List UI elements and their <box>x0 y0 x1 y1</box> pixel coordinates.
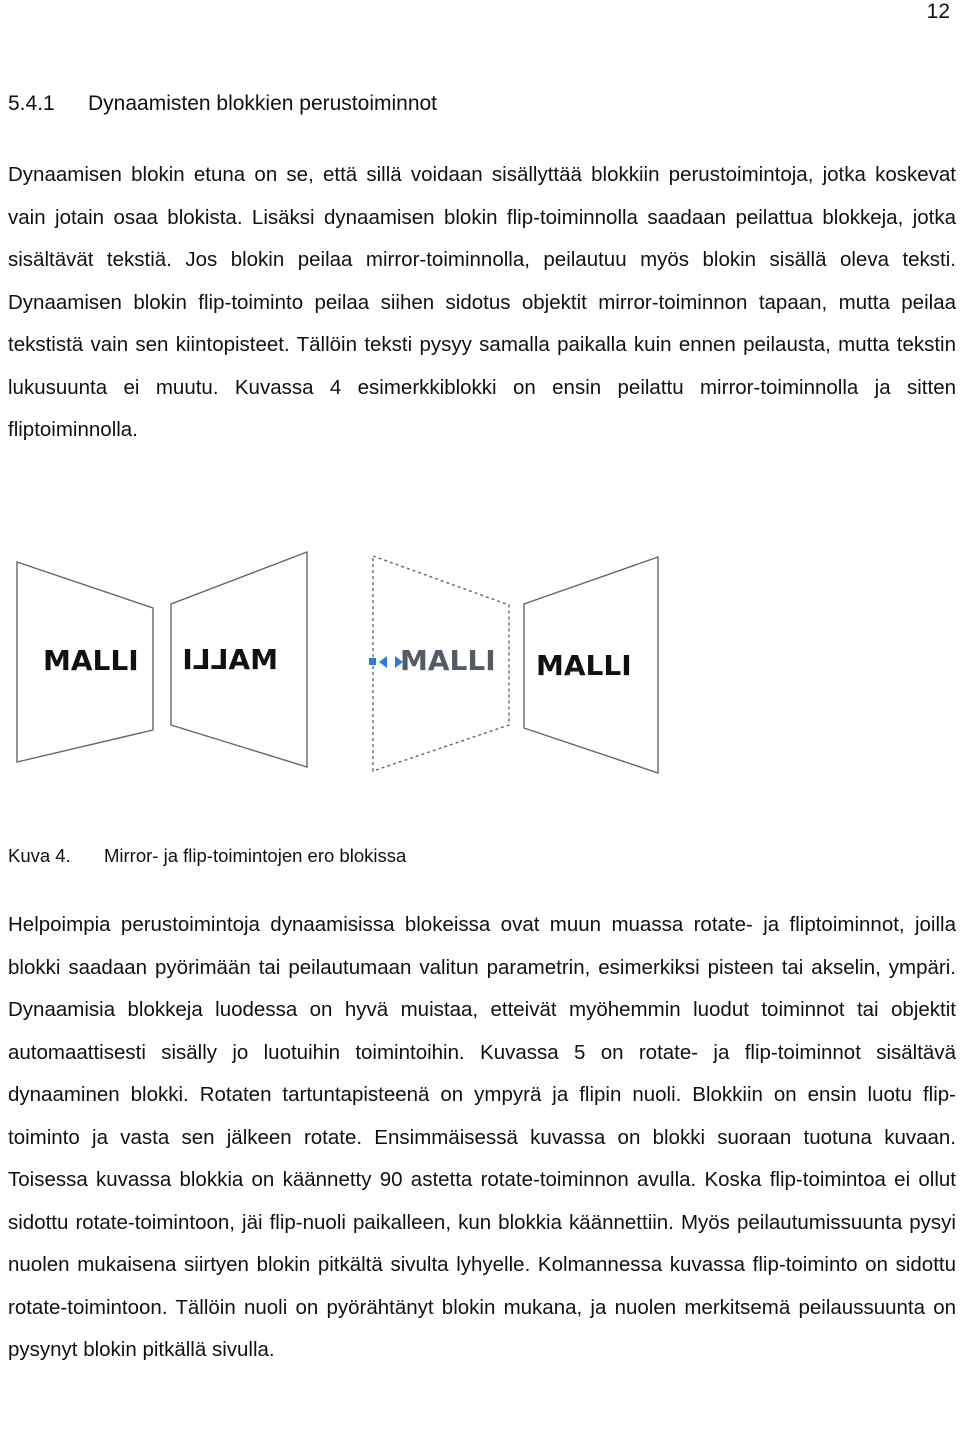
section-title: Dynaamisten blokkien perustoiminnot <box>88 92 438 115</box>
section-heading <box>8 90 437 118</box>
block-original <box>17 562 153 762</box>
figure-mirror-flip <box>0 545 960 785</box>
block-flipped <box>524 557 658 773</box>
page-number: 12 <box>926 0 950 23</box>
figure-drawing <box>0 545 960 785</box>
block-mirrored-text: MALLI <box>182 643 278 676</box>
block-flipped-text: MALLI <box>536 649 632 682</box>
paragraph-intro: Dynaamisen blokin etuna on se, että sillä voidaan sisällyttää blokkiin perustoimintoja, jotka koskevat vain jotain osaa blokista. Lisäksi dynaamisen blokin flip-toiminnolla saadaan peilattua blokkeja, jotka sisältävät tekstiä. Jos blokin peilaa mirror-toiminnolla, peilautuu myös blokin sisällä oleva teksti. Dynaamisen blokin flip-toiminto peilaa siihen sidotus objektit mirror-toiminnon tapaan, mutta peilaa tekstistä vain sen kiintopisteet. Tällöin teksti pysyy samalla paikalla kuin ennen peilausta, mutta tekstin lukusuunta ei muutu. Kuvassa 4 esimerkkiblokki on ensin peilattu mirror-toiminnolla ja sitten fliptoiminnolla. <box>8 163 956 441</box>
section-number: 5.4.1 <box>8 92 55 115</box>
insertion-grip-icon[interactable] <box>369 658 376 665</box>
caption-text: Mirror- ja flip-toimintojen ero blokissa <box>104 845 407 866</box>
block-mirrored-text-group <box>182 643 278 676</box>
figure-caption <box>8 843 406 869</box>
caption-label: Kuva 4. <box>8 845 71 866</box>
block-flip-selected-text: MALLI <box>400 644 496 677</box>
block-original-text: MALLI <box>43 644 139 677</box>
paragraph-rotate-flip: Helpoimpia perustoimintoja dynaamisissa blokeissa ovat muun muassa rotate- ja fliptoiminnot, joilla blokki saadaan pyörimään tai peilautumaan valitun parametrin, esimerkiksi pisteen tai akselin, ympäri. Dynaamisia blokkeja luodessa on hyvä muistaa, etteivät myöhemmin luodut toiminnot tai objektit automaattisesti sisälly jo luotuihin toimintoihin. Kuvassa 5 on rotate- ja flip-toiminnot sisältävä dynaaminen blokki. Rotaten tartuntapisteenä on ympyrä ja flipin nuoli. Blokkiin on ensin luotu flip-toiminto ja vasta sen jälkeen rotate. Ensimmäisessä kuvassa on blokki suoraan tuotuna kuvaan. Toisessa kuvassa blokkia on käännetty 90 astetta rotate-toiminnon avulla. Koska flip-toimintoa ei ollut sidottu rotate-toimintoon, jäi flip-nuoli paikalleen, kun blokkia käännettiin. Myös peilautumissuunta pysyi nuolen mukaisena siirtyen blokin pitkältä sivulta lyhyelle. Kolmannessa kuvassa flip-toiminto on sidottu rotate-toimintoon. Tällöin nuoli on pyörähtänyt blokin mukana, ja nuolen merkitsemä peilaussuunta on pysynyt blokin pitkällä sivulla. <box>8 913 956 1361</box>
block-flip-selected <box>369 556 509 771</box>
block-mirrored <box>171 552 307 767</box>
